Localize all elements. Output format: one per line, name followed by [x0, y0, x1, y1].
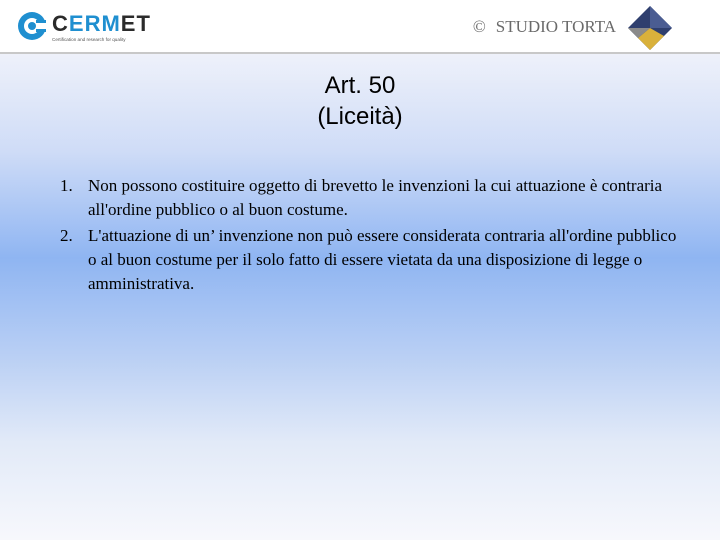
list-item-number: 2. [60, 226, 73, 245]
logo-tagline: Certification and research for quality [52, 37, 126, 42]
header-bar [0, 0, 720, 52]
list-item-text: L'attuazione di un’ invenzione non può essere considerata contraria all'ordine pubblico o al buon costume per il solo fatto di essere vietata da una disposizione di legge o amministrativa. [88, 226, 677, 293]
list-item [60, 174, 680, 222]
article-paragraph-list [60, 174, 680, 298]
logo-word-accent: ERM [68, 11, 121, 36]
studio-name: STUDIO TORTA [495, 17, 616, 36]
cermet-wordmark [52, 12, 151, 36]
list-item-text: Non possono costituire oggetto di brevetto le invenzioni la cui attuazione è contraria all'ordine pubblico o al buon costume. [88, 176, 663, 219]
copyright-symbol: © [472, 17, 486, 36]
title-line-subject: (Liceità) [317, 103, 403, 130]
list-item [60, 224, 680, 296]
title-line-article: Art. 50 [324, 72, 396, 99]
cermet-logo [16, 10, 151, 44]
cermet-c-icon [16, 10, 48, 42]
slide-title [0, 70, 720, 132]
list-item-number: 1. [60, 176, 73, 195]
studio-label [473, 17, 616, 37]
logo-word-suffix: ET [120, 11, 151, 36]
studio-torta-diamond-icon [626, 4, 674, 52]
logo-word-prefix: C [52, 11, 69, 36]
